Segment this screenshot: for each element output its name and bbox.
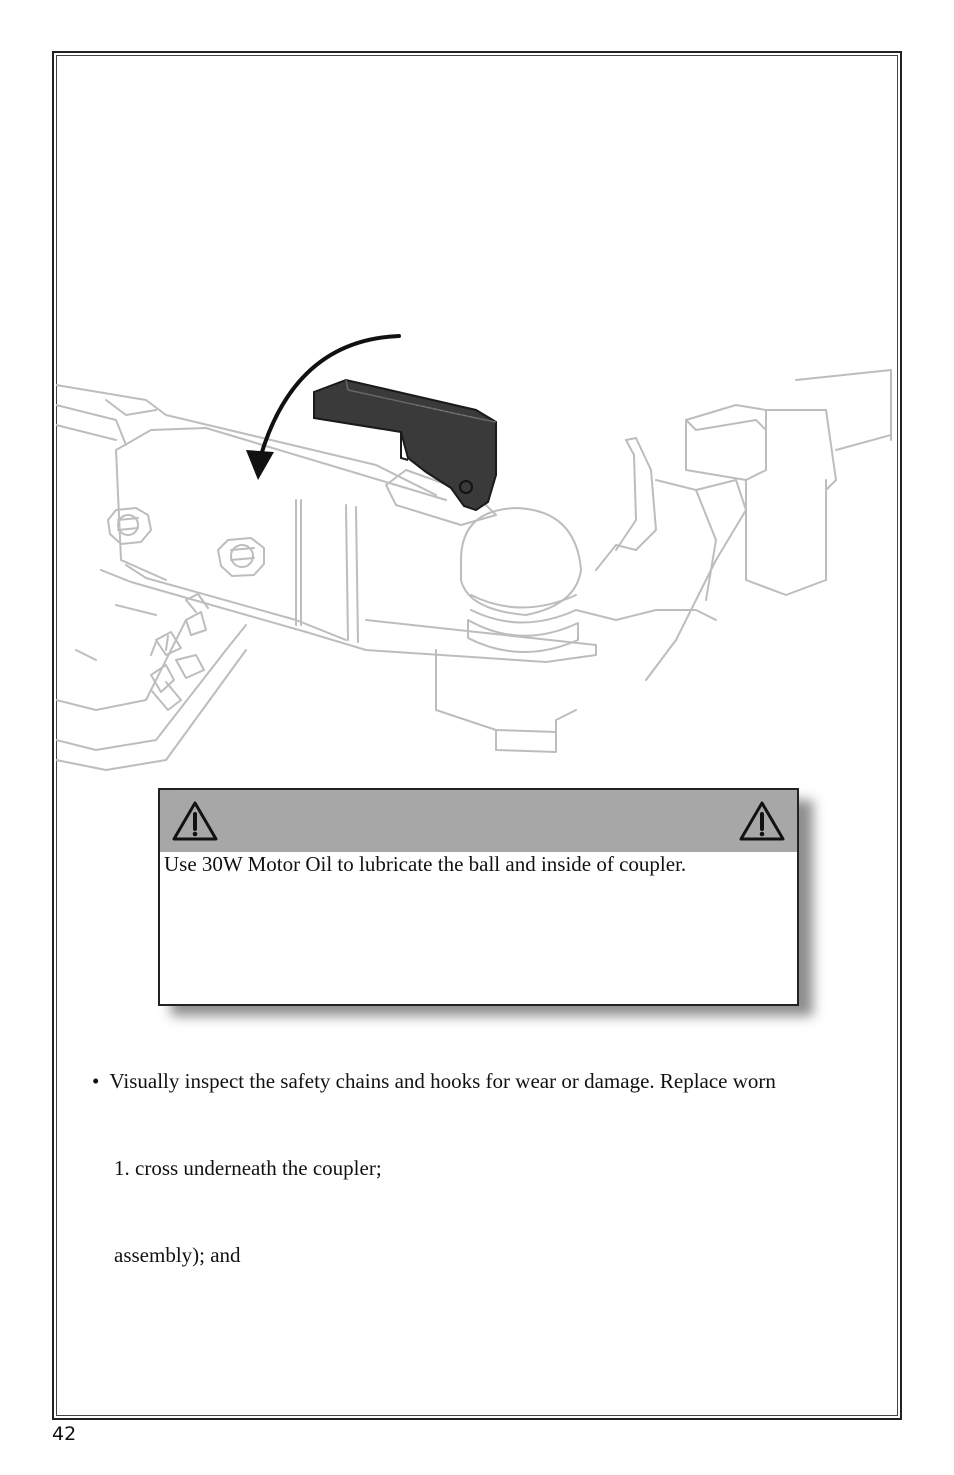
warning-header [160, 790, 797, 852]
page-number: 42 [52, 1423, 77, 1445]
warning-box [158, 788, 799, 1006]
bullet-text: Visually inspect the safety chains and hooks for wear or damage. Replace worn [109, 1069, 776, 1093]
list-item-1: 1. cross underneath the coupler; [114, 1156, 382, 1180]
warning-text: Use 30W Motor Oil to lubricate the ball and inside of coupler. [164, 852, 687, 876]
coupler-illustration [56, 320, 896, 790]
warning-triangle-icon [172, 800, 218, 842]
bullet-mark: • [92, 1069, 100, 1093]
inspection-bullet [92, 1068, 776, 1094]
warning-triangle-icon [739, 800, 785, 842]
list-item-2: assembly); and [114, 1243, 241, 1267]
latch-lever [314, 380, 496, 510]
